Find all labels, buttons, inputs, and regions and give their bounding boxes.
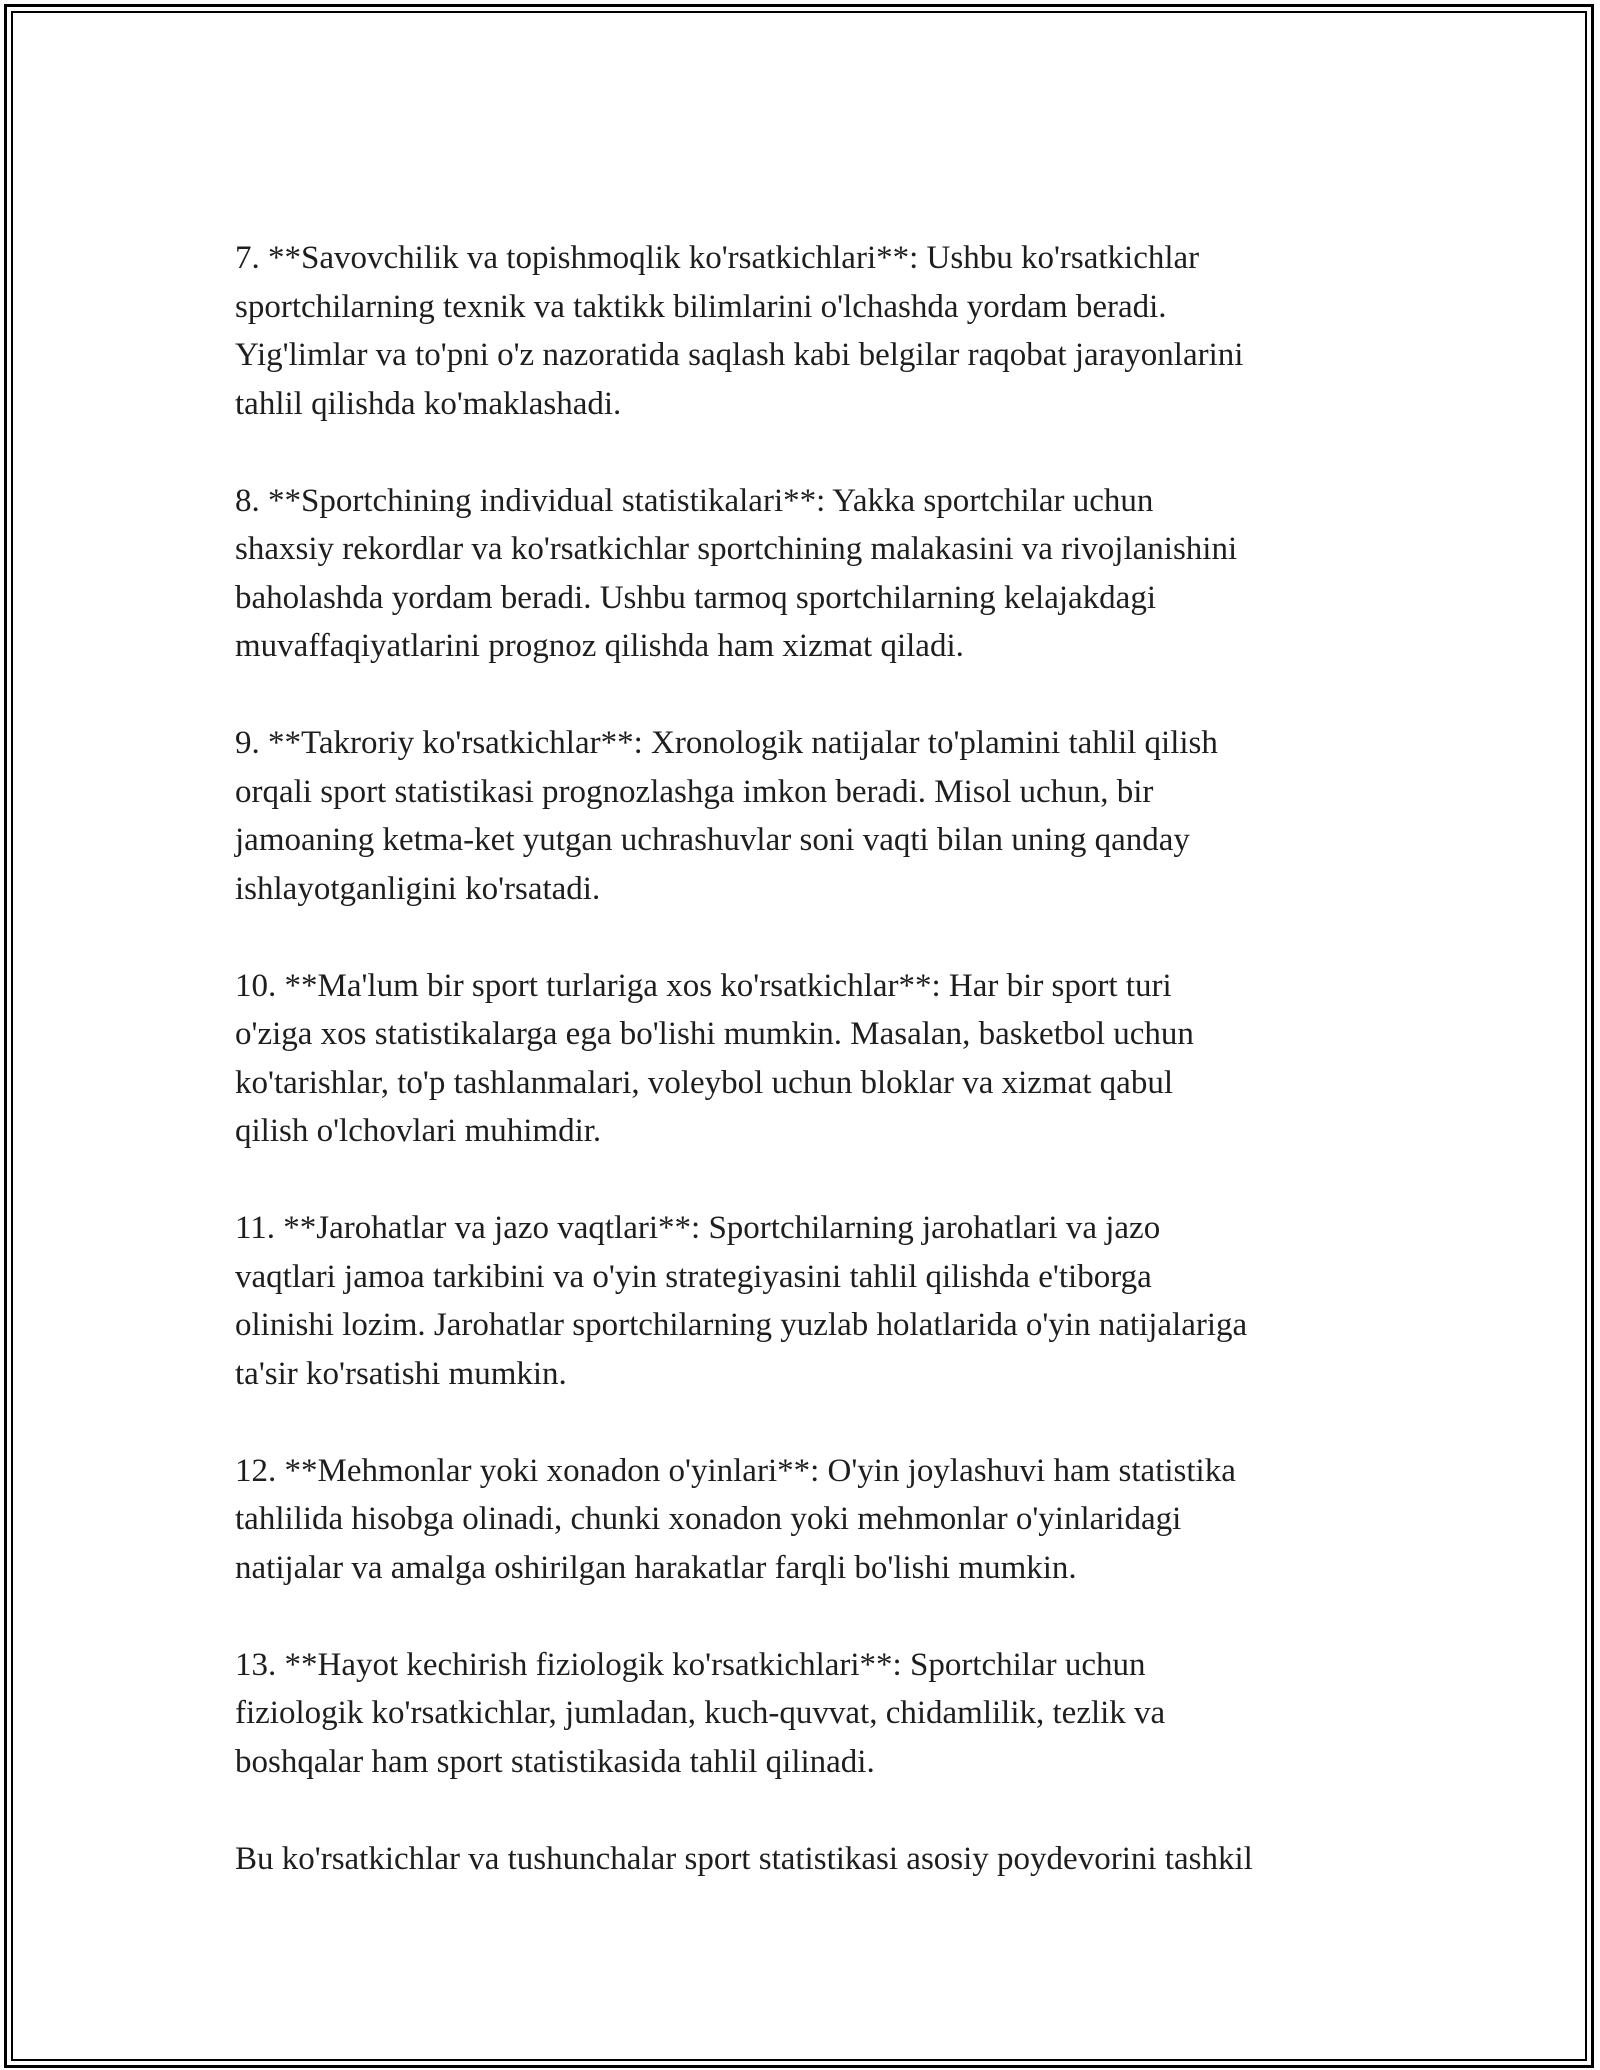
paragraph-7: [235, 234, 1395, 428]
text-line: vaqtlari jamoa tarkibini va o'yin strategiyasini tahlil qilishda e'tiborga: [235, 1258, 1152, 1295]
text-line: boshqalar ham sport statistikasida tahlil qilinadi.: [235, 1743, 875, 1780]
text-line: 9. **Takroriy ko'rsatkichlar**: Xronologik natijalar to'plamini tahlil qilish: [235, 725, 1218, 761]
paragraph-11: [235, 1204, 1395, 1398]
text-line: ta'sir ko'rsatishi mumkin.: [235, 1355, 567, 1392]
text-line: olinishi lozim. Jarohatlar sportchilarning yuzlab holatlarida o'yin natijalariga: [235, 1307, 1248, 1343]
text-line: natijalar va amalga oshirilgan harakatlar farqli bo'lishi mumkin.: [235, 1549, 1077, 1586]
text-line: 13. **Hayot kechirish fiziologik ko'rsatkichlari**: Sportchilar uchun: [235, 1646, 1146, 1683]
text-line: qilish o'lchovlari muhimdir.: [235, 1113, 602, 1149]
text-line: baholashda yordam beradi. Ushbu tarmoq sportchilarning kelajakdagi: [235, 579, 1156, 616]
text-line: fiziologik ko'rsatkichlar, jumladan, kuch-quvvat, chidamlilik, tezlik va: [235, 1695, 1166, 1731]
paragraph-9: [235, 719, 1395, 913]
text-line: o'ziga xos statistikalarga ega bo'lishi mumkin. Masalan, basketbol uchun: [235, 1016, 1194, 1052]
text-line: shaxsiy rekordlar va ko'rsatkichlar sportchining malakasini va rivojlanishini: [235, 531, 1238, 567]
text-line: muvaffaqiyatlarini prognoz qilishda ham xizmat qiladi.: [235, 628, 964, 664]
paragraph-13: [235, 1641, 1395, 1787]
text-line: 12. **Mehmonlar yoki xonadon o'yinlari**: O'yin joylashuvi ham statistika: [235, 1452, 1236, 1489]
text-line: tahlilida hisobga olinadi, chunki xonadon yoki mehmonlar o'yinlaridagi: [235, 1501, 1182, 1537]
text-line: jamoaning ketma-ket yutgan uchrashuvlar soni vaqti bilan uning qanday: [235, 822, 1190, 858]
text-line: tahlil qilishda ko'maklashadi.: [235, 385, 622, 422]
text-line: 8. **Sportchining individual statistikalari**: Yakka sportchilar uchun: [235, 482, 1154, 519]
paragraph-8: [235, 477, 1395, 671]
text-line: 10. **Ma'lum bir sport turlariga xos ko'rsatkichlar**: Har bir sport turi: [235, 967, 1172, 1004]
document-body: [235, 234, 1395, 1932]
text-line: 11. **Jarohatlar va jazo vaqtlari**: Sportchilarning jarohatlari va jazo: [235, 1210, 1161, 1246]
text-line: ko'tarishlar, to'p tashlanmalari, voleybol uchun bloklar va xizmat qabul: [235, 1064, 1173, 1101]
paragraph-12: [235, 1447, 1395, 1593]
text-line: Bu ko'rsatkichlar va tushunchalar sport statistikasi asosiy poydevorini tashkil: [235, 1840, 1253, 1877]
text-line: ishlayotganligini ko'rsatadi.: [235, 870, 601, 907]
paragraph-conclusion: [235, 1835, 1395, 1884]
text-line: Yig'limlar va to'pni o'z nazoratida saqlash kabi belgilar raqobat jarayonlarini: [235, 337, 1244, 373]
text-line: 7. **Savovchilik va topishmoqlik ko'rsatkichlari**: Ushbu ko'rsatkichlar: [235, 240, 1200, 276]
text-line: orqali sport statistikasi prognozlashga imkon beradi. Misol uchun, bir: [235, 773, 1154, 810]
paragraph-10: [235, 962, 1395, 1156]
text-line: sportchilarning texnik va taktikk bilimlarini o'lchashda yordam beradi.: [235, 288, 1167, 325]
